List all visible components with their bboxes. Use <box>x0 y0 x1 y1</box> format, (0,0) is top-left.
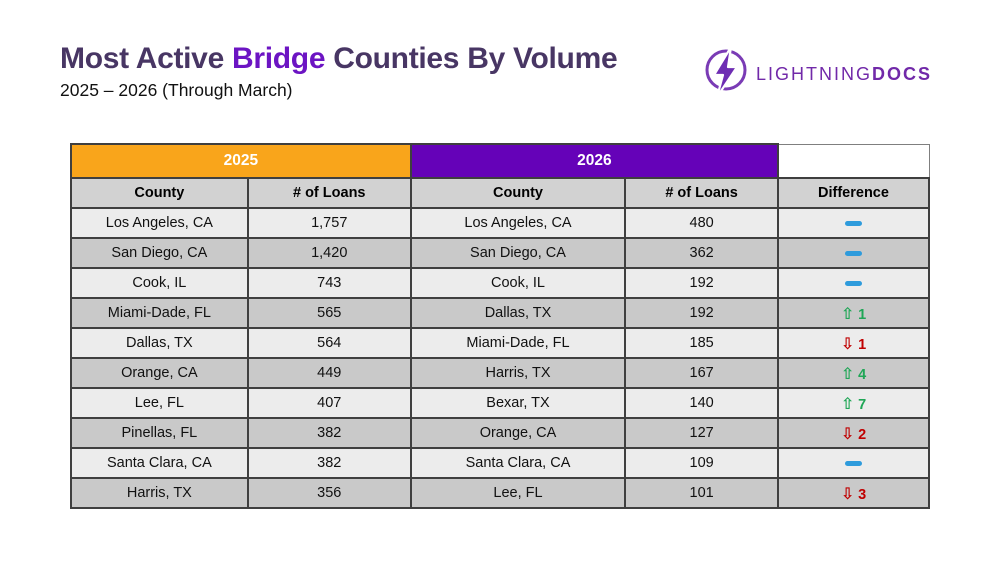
difference-cell <box>778 238 929 268</box>
no-change-dash-icon <box>845 461 862 466</box>
loans-2026-cell: 480 <box>625 208 778 238</box>
loans-2025-cell: 382 <box>248 448 411 478</box>
no-change-dash-icon <box>845 281 862 286</box>
page-title <box>60 42 617 75</box>
title-prefix: Most Active <box>60 42 232 75</box>
loans-2025-cell: 743 <box>248 268 411 298</box>
loans-2026-cell: 362 <box>625 238 778 268</box>
table-container <box>70 143 930 509</box>
county-2025-cell: Pinellas, FL <box>71 418 248 448</box>
loans-2026-cell: 167 <box>625 358 778 388</box>
logo-text-lightning: LIGHTNING <box>755 64 872 84</box>
county-2025-cell: Lee, FL <box>71 388 248 418</box>
title-block <box>60 42 617 101</box>
year-header-row <box>71 144 929 178</box>
loans-2025-cell: 449 <box>248 358 411 388</box>
logo-text-docs: DOCS <box>871 64 932 84</box>
county-2025-cell: Miami-Dade, FL <box>71 298 248 328</box>
change-amount: 7 <box>858 396 867 413</box>
column-header-loans-2026: # of Loans <box>625 178 778 208</box>
subtitle: 2025 – 2026 (Through March) <box>60 80 293 100</box>
county-2026-cell: Miami-Dade, FL <box>411 328 626 358</box>
county-2026-cell: Los Angeles, CA <box>411 208 626 238</box>
loans-2025-cell: 564 <box>248 328 411 358</box>
loans-2025-cell: 356 <box>248 478 411 508</box>
year-header-2026: 2026 <box>411 144 778 178</box>
county-2025-cell: Orange, CA <box>71 358 248 388</box>
table-row <box>71 268 929 298</box>
difference-cell <box>778 208 929 238</box>
column-header-county-2025: County <box>71 178 248 208</box>
county-2026-cell: San Diego, CA <box>411 238 626 268</box>
county-2026-cell: Harris, TX <box>411 358 626 388</box>
change-arrow-icon: ⇩ <box>840 483 855 503</box>
loans-2026-cell: 140 <box>625 388 778 418</box>
loans-2025-cell: 407 <box>248 388 411 418</box>
column-header-row <box>71 178 929 208</box>
change-amount: 3 <box>858 486 867 503</box>
loans-2025-cell: 565 <box>248 298 411 328</box>
change-arrow-icon: ⇩ <box>840 423 855 443</box>
lightningdocs-logo <box>700 44 932 105</box>
difference-cell <box>778 388 929 418</box>
difference-cell <box>778 298 929 328</box>
no-change-dash-icon <box>845 221 862 226</box>
change-amount: 4 <box>858 366 867 383</box>
county-2026-cell: Cook, IL <box>411 268 626 298</box>
county-2026-cell: Orange, CA <box>411 418 626 448</box>
loans-2026-cell: 185 <box>625 328 778 358</box>
difference-cell <box>778 328 929 358</box>
change-arrow-icon: ⇧ <box>840 363 855 383</box>
table-row <box>71 388 929 418</box>
no-change-dash-icon <box>845 251 862 256</box>
table-row <box>71 448 929 478</box>
county-2025-cell: Cook, IL <box>71 268 248 298</box>
county-2025-cell: Santa Clara, CA <box>71 448 248 478</box>
table-row <box>71 298 929 328</box>
loans-2026-cell: 101 <box>625 478 778 508</box>
loans-2025-cell: 1,757 <box>248 208 411 238</box>
difference-cell <box>778 478 929 508</box>
county-2025-cell: San Diego, CA <box>71 238 248 268</box>
county-2026-cell: Santa Clara, CA <box>411 448 626 478</box>
loans-2025-cell: 382 <box>248 418 411 448</box>
change-amount: 1 <box>858 306 867 323</box>
title-highlight: Bridge <box>232 42 326 75</box>
difference-cell <box>778 418 929 448</box>
county-2025-cell: Dallas, TX <box>71 328 248 358</box>
column-header-county-2026: County <box>411 178 626 208</box>
table-row <box>71 208 929 238</box>
table-row <box>71 238 929 268</box>
difference-cell <box>778 268 929 298</box>
county-2026-cell: Lee, FL <box>411 478 626 508</box>
table-row <box>71 418 929 448</box>
year-header-2025: 2025 <box>71 144 411 178</box>
change-arrow-icon: ⇧ <box>840 393 855 413</box>
county-2026-cell: Bexar, TX <box>411 388 626 418</box>
loans-2025-cell: 1,420 <box>248 238 411 268</box>
county-volume-table <box>70 143 930 509</box>
change-arrow-icon: ⇧ <box>840 303 855 323</box>
loans-2026-cell: 127 <box>625 418 778 448</box>
county-2026-cell: Dallas, TX <box>411 298 626 328</box>
year-header-blank <box>778 144 929 178</box>
table-row <box>71 328 929 358</box>
title-suffix: Counties By Volume <box>325 42 618 75</box>
difference-cell <box>778 448 929 478</box>
change-arrow-icon: ⇩ <box>840 333 855 353</box>
county-2025-cell: Los Angeles, CA <box>71 208 248 238</box>
change-amount: 1 <box>858 336 867 353</box>
loans-2026-cell: 192 <box>625 268 778 298</box>
table-row <box>71 358 929 388</box>
difference-cell <box>778 358 929 388</box>
table-row <box>71 478 929 508</box>
county-2025-cell: Harris, TX <box>71 478 248 508</box>
logo-wordmark <box>756 64 932 85</box>
loans-2026-cell: 109 <box>625 448 778 478</box>
loans-2026-cell: 192 <box>625 298 778 328</box>
change-amount: 2 <box>858 426 867 443</box>
column-header-difference: Difference <box>778 178 929 208</box>
column-header-loans-2025: # of Loans <box>248 178 411 208</box>
lightning-bolt-circle-icon <box>700 44 752 105</box>
